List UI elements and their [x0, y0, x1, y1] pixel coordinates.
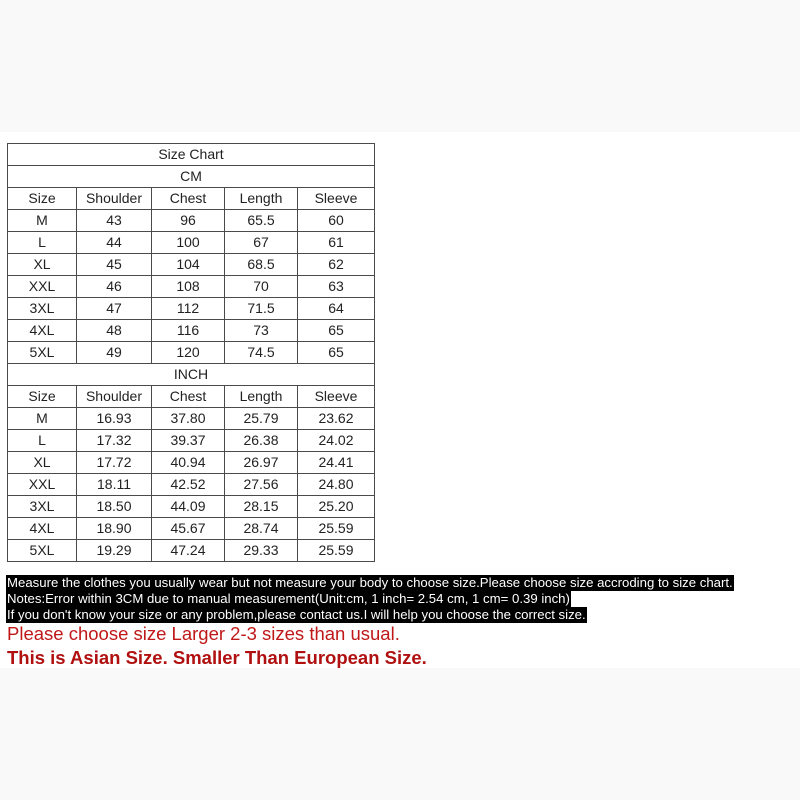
measurement-cell: 27.56: [225, 474, 298, 496]
measurement-cell: 17.32: [77, 430, 152, 452]
size-cell: XL: [8, 254, 77, 276]
column-header: Length: [225, 386, 298, 408]
column-header: Size: [8, 188, 77, 210]
column-header: Sleeve: [298, 188, 375, 210]
measurement-cell: 96: [152, 210, 225, 232]
measurement-cell: 40.94: [152, 452, 225, 474]
inch-section-row: [8, 364, 375, 386]
table-row: [8, 320, 375, 342]
column-header: Size: [8, 386, 77, 408]
size-cell: XL: [8, 452, 77, 474]
error-note: Notes:Error within 3CM due to manual measurement(Unit:cm, 1 inch= 2.54 cm, 1 cm= 0.39 inch): [7, 591, 570, 606]
table-row: [8, 452, 375, 474]
size-cell: 4XL: [8, 518, 77, 540]
size-cell: L: [8, 232, 77, 254]
size-cell: XXL: [8, 276, 77, 298]
cm-section-row: [8, 166, 375, 188]
size-cell: 3XL: [8, 496, 77, 518]
measurement-cell: 17.72: [77, 452, 152, 474]
measurement-cell: 24.41: [298, 452, 375, 474]
size-cell: 5XL: [8, 342, 77, 364]
column-header: Sleeve: [298, 386, 375, 408]
measurement-cell: 67: [225, 232, 298, 254]
measurement-cell: 61: [298, 232, 375, 254]
column-header: Shoulder: [77, 386, 152, 408]
size-cell: 5XL: [8, 540, 77, 562]
measure-note: Measure the clothes you usually wear but not measure your body to choose size.Please choose size accroding to size chart.: [7, 575, 733, 590]
measurement-cell: 19.29: [77, 540, 152, 562]
measurement-cell: 43: [77, 210, 152, 232]
measurement-cell: 45.67: [152, 518, 225, 540]
measurement-cell: 71.5: [225, 298, 298, 320]
table-row: [8, 496, 375, 518]
size-chart-table: [7, 143, 375, 562]
measurement-cell: 112: [152, 298, 225, 320]
measurement-cell: 62: [298, 254, 375, 276]
measurement-cell: 28.15: [225, 496, 298, 518]
table-row: [8, 474, 375, 496]
measurement-cell: 64: [298, 298, 375, 320]
table-row: [8, 232, 375, 254]
column-header: Length: [225, 188, 298, 210]
size-cell: 3XL: [8, 298, 77, 320]
measurement-cell: 65.5: [225, 210, 298, 232]
measurement-cell: 104: [152, 254, 225, 276]
measurement-cell: 25.59: [298, 540, 375, 562]
contact-note: If you don't know your size or any problem,please contact us.I will help you choose the correct size.: [7, 607, 586, 622]
measurement-cell: 70: [225, 276, 298, 298]
size-up-warning: Please choose size Larger 2-3 sizes than usual.: [7, 623, 400, 644]
measurement-cell: 116: [152, 320, 225, 342]
measurement-cell: 100: [152, 232, 225, 254]
table-row: [8, 254, 375, 276]
asian-size-warning: This is Asian Size. Smaller Than European Size.: [7, 647, 427, 668]
table-row: [8, 540, 375, 562]
measurement-cell: 73: [225, 320, 298, 342]
measurement-cell: 49: [77, 342, 152, 364]
column-header: Shoulder: [77, 188, 152, 210]
measurement-cell: 65: [298, 320, 375, 342]
measurement-cell: 48: [77, 320, 152, 342]
measurement-cell: 18.90: [77, 518, 152, 540]
table-row: [8, 276, 375, 298]
measurement-cell: 45: [77, 254, 152, 276]
measurement-cell: 16.93: [77, 408, 152, 430]
size-chart-panel: [0, 132, 800, 668]
cm-section-label: CM: [8, 166, 375, 188]
measurement-cell: 120: [152, 342, 225, 364]
table-row: [8, 430, 375, 452]
measurement-cell: 68.5: [225, 254, 298, 276]
measurement-cell: 37.80: [152, 408, 225, 430]
size-cell: 4XL: [8, 320, 77, 342]
measurement-cell: 18.50: [77, 496, 152, 518]
measurement-cell: 24.80: [298, 474, 375, 496]
title-row: [8, 144, 375, 166]
table-row: [8, 298, 375, 320]
size-cell: M: [8, 408, 77, 430]
measurement-cell: 25.20: [298, 496, 375, 518]
notes-block: [6, 575, 734, 623]
measurement-cell: 26.97: [225, 452, 298, 474]
cm-header-row: [8, 188, 375, 210]
measurement-cell: 47: [77, 298, 152, 320]
table-title: Size Chart: [8, 144, 375, 166]
inch-header-row: [8, 386, 375, 408]
measurement-cell: 47.24: [152, 540, 225, 562]
measurement-cell: 24.02: [298, 430, 375, 452]
measurement-cell: 39.37: [152, 430, 225, 452]
measurement-cell: 108: [152, 276, 225, 298]
measurement-cell: 44.09: [152, 496, 225, 518]
column-header: Chest: [152, 386, 225, 408]
measurement-cell: 25.79: [225, 408, 298, 430]
size-cell: L: [8, 430, 77, 452]
measurement-cell: 28.74: [225, 518, 298, 540]
size-cell: XXL: [8, 474, 77, 496]
measurement-cell: 65: [298, 342, 375, 364]
size-cell: M: [8, 210, 77, 232]
measurement-cell: 44: [77, 232, 152, 254]
measurement-cell: 23.62: [298, 408, 375, 430]
table-row: [8, 210, 375, 232]
measurement-cell: 18.11: [77, 474, 152, 496]
measurement-cell: 74.5: [225, 342, 298, 364]
inch-section-label: INCH: [8, 364, 375, 386]
measurement-cell: 29.33: [225, 540, 298, 562]
measurement-cell: 60: [298, 210, 375, 232]
measurement-cell: 42.52: [152, 474, 225, 496]
column-header: Chest: [152, 188, 225, 210]
measurement-cell: 26.38: [225, 430, 298, 452]
table-row: [8, 408, 375, 430]
measurement-cell: 63: [298, 276, 375, 298]
table-row: [8, 342, 375, 364]
measurement-cell: 25.59: [298, 518, 375, 540]
measurement-cell: 46: [77, 276, 152, 298]
table-row: [8, 518, 375, 540]
